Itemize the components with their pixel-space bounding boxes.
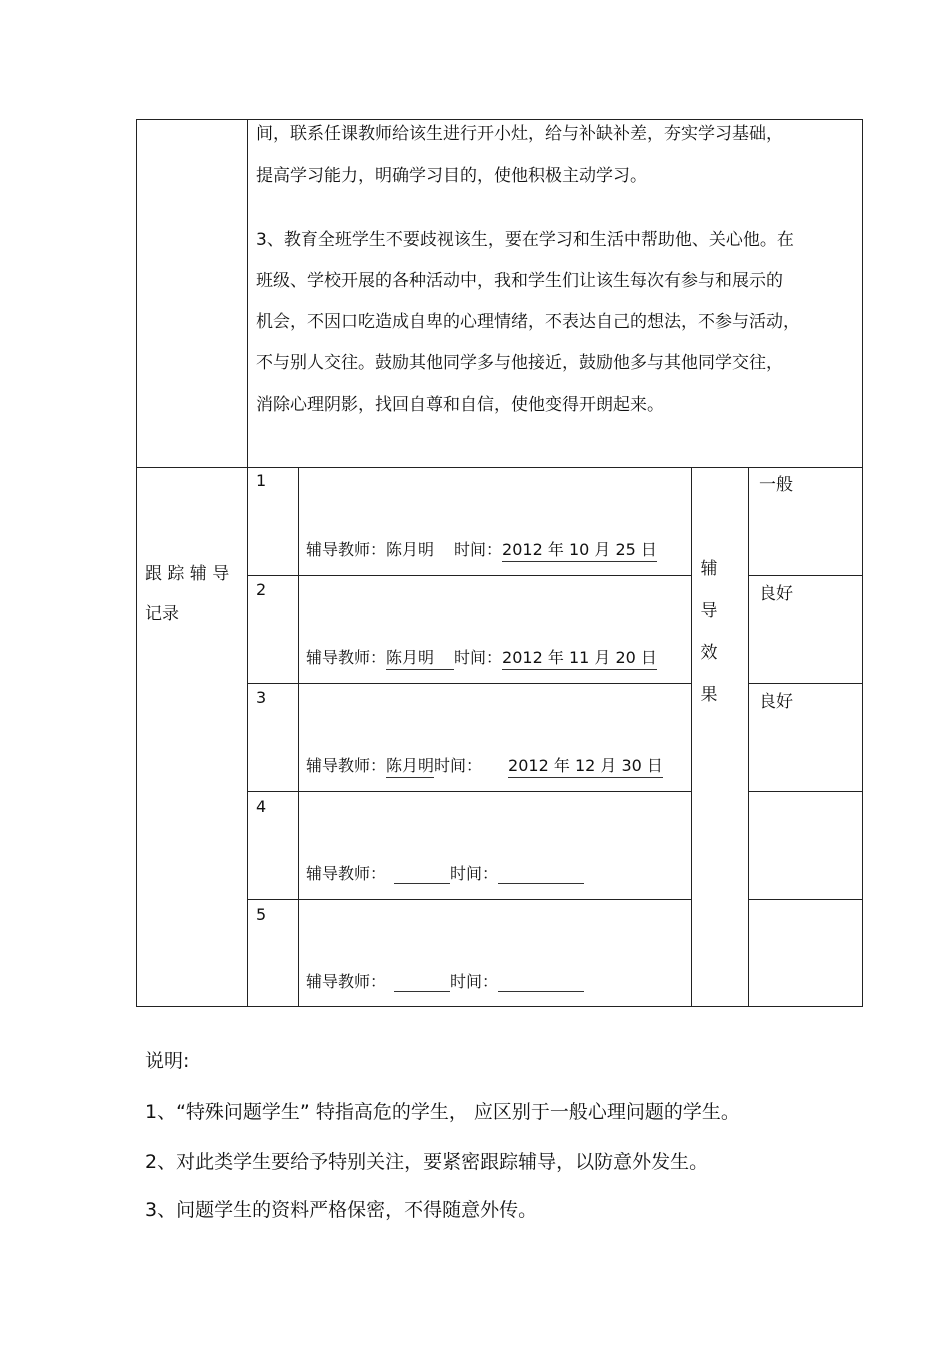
teacher-blank xyxy=(394,975,450,992)
time-label: 时间： xyxy=(454,540,503,559)
teacher-label: 辅导教师： xyxy=(306,864,387,883)
effect-row-divider xyxy=(748,899,863,900)
table-border-left xyxy=(136,119,137,1007)
table-border-bottom xyxy=(136,1006,863,1007)
tracking-label: 跟 踪 辅 导 xyxy=(145,564,230,584)
notes-item: 2、对此类学生要给予特别关注，要紧密跟踪辅导，以防意外发生。 xyxy=(145,1151,709,1173)
plan-text-line: 机会，不因口吃造成自卑的心理情绪，不表达自己的想法，不参与活动， xyxy=(256,312,800,332)
effect-result: 良好 xyxy=(759,584,793,604)
teacher-name: 陈月明 xyxy=(386,540,435,559)
record-number: 2 xyxy=(256,580,267,599)
date-blank xyxy=(498,975,584,992)
plan-text-line: 不与别人交往。鼓励其他同学多与他接近，鼓励他多与其他同学交往， xyxy=(256,353,783,373)
record-number: 4 xyxy=(256,797,267,816)
effect-label-divider xyxy=(748,467,749,1007)
record-date: 2012 年 10 月 25 日 xyxy=(502,537,657,560)
notes-item: 1、“特殊问题学生” 特指高危的学生， 应区别于一般心理问题的学生。 xyxy=(145,1101,740,1123)
plan-text-line: 间，联系任课教师给该生进行开小灶，给与补缺补差，夯实学习基础， xyxy=(256,124,783,144)
effect-row-divider xyxy=(748,575,863,576)
record-signature xyxy=(306,969,584,992)
teacher-name: 陈月明 xyxy=(386,753,434,776)
table-border-right xyxy=(862,119,863,1007)
record-date: 2012 年 12 月 30 日 xyxy=(508,753,663,776)
teacher-label: 辅导教师： xyxy=(306,648,387,667)
notes-title: 说明: xyxy=(145,1050,190,1072)
record-number: 5 xyxy=(256,905,267,924)
teacher-label: 辅导教师： xyxy=(306,972,387,991)
effect-result: 一般 xyxy=(759,475,793,495)
record-signature xyxy=(306,537,657,560)
record-signature xyxy=(306,645,657,668)
effect-row-divider xyxy=(748,791,863,792)
time-label: 时间： xyxy=(434,756,483,775)
record-row-divider xyxy=(247,899,692,900)
time-label: 时间： xyxy=(454,648,503,667)
record-number: 1 xyxy=(256,471,267,490)
effect-label-char: 辅 xyxy=(700,559,718,579)
effect-label-char: 果 xyxy=(700,685,718,705)
effect-row-divider xyxy=(748,683,863,684)
record-num-divider xyxy=(298,467,299,1007)
record-signature xyxy=(306,753,663,776)
teacher-name: 陈月明 xyxy=(386,645,454,668)
record-row-divider xyxy=(247,791,692,792)
record-content-divider xyxy=(691,467,692,1007)
record-number: 3 xyxy=(256,688,267,707)
table-section-divider xyxy=(136,467,863,468)
time-label: 时间： xyxy=(450,864,499,883)
effect-result: 良好 xyxy=(759,692,793,712)
record-row-divider xyxy=(247,575,692,576)
teacher-label: 辅导教师： xyxy=(306,756,387,775)
plan-text-line: 消除心理阴影，找回自尊和自信，使他变得开朗起来。 xyxy=(256,395,664,415)
table-col-divider xyxy=(247,119,248,1007)
notes-item: 3、问题学生的资料严格保密，不得随意外传。 xyxy=(145,1199,538,1221)
record-date: 2012 年 11 月 20 日 xyxy=(502,645,657,668)
time-label: 时间： xyxy=(450,972,499,991)
effect-label-char: 导 xyxy=(700,601,718,621)
effect-label xyxy=(700,548,718,716)
date-blank xyxy=(498,867,584,884)
record-signature xyxy=(306,861,584,884)
teacher-label: 辅导教师： xyxy=(306,540,387,559)
tracking-label-2: 记录 xyxy=(145,604,179,624)
plan-text-line: 提高学习能力，明确学习目的，使他积极主动学习。 xyxy=(256,166,647,186)
plan-text-line: 班级、学校开展的各种活动中，我和学生们让该生每次有参与和展示的 xyxy=(256,271,783,291)
teacher-blank xyxy=(394,867,450,884)
plan-text-line: 3、教育全班学生不要歧视该生，要在学习和生活中帮助他、关心他。在 xyxy=(256,230,794,250)
record-row-divider xyxy=(247,683,692,684)
effect-label-char: 效 xyxy=(700,643,718,663)
